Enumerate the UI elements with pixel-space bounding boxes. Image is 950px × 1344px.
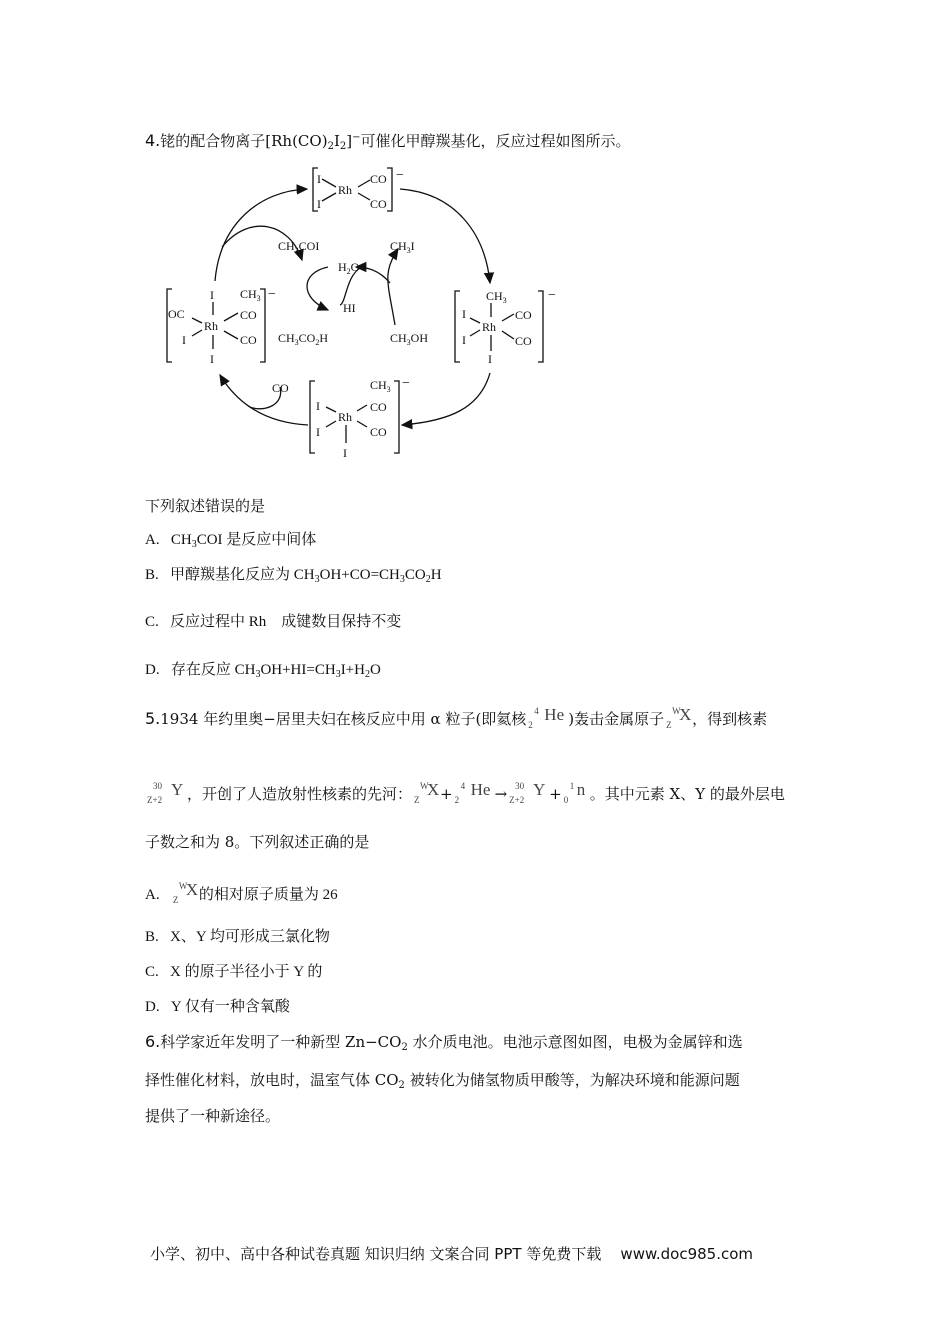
equation-plus: + [549, 785, 562, 803]
left-charge: − [268, 287, 276, 302]
option-label: D. [145, 662, 160, 678]
left-i-top: I [210, 288, 214, 302]
option-text: I+H [340, 662, 365, 678]
right-co-upper: CO [515, 308, 532, 322]
right-co-lower: CO [515, 334, 532, 348]
q6-line-1 [145, 1031, 743, 1059]
left-oc: OC [168, 307, 185, 321]
catalytic-cycle-diagram [160, 163, 600, 463]
footer-text: 小学、初中、高中各种试卷真题 知识归纳 文案合同 PPT 等免费下载 [150, 1245, 602, 1263]
q4-option-a[interactable] [145, 529, 316, 556]
left-co-upper: CO [240, 308, 257, 322]
option-text: 甲醇羰基化反应为 CH [170, 567, 315, 583]
option-text: X、Y 均可形成三氯化物 [170, 929, 330, 945]
left-co-lower: CO [240, 333, 257, 347]
q4-number: 4. [145, 131, 161, 150]
bottom-charge: − [402, 376, 410, 391]
option-text: 存在反应 CH [170, 662, 256, 678]
option-label: B. [145, 567, 159, 583]
equation-neutron: 1 0 n [563, 780, 586, 805]
option-text: OH+HI=CH [260, 662, 336, 678]
bottom-i-upper: I [316, 399, 320, 413]
option-text: CH [170, 532, 192, 548]
option-sub: 2 [364, 669, 370, 680]
option-text: OH+CO=CH [319, 567, 400, 583]
left-rh: Rh [204, 319, 219, 333]
q4-option-b[interactable] [145, 564, 442, 591]
q4-stem-text-c: ] [346, 132, 353, 150]
x-nuclide: W Z X [666, 705, 692, 730]
q5-option-c[interactable] [145, 961, 322, 983]
equation-plus: + [440, 785, 453, 803]
q4-sub: 2 [327, 141, 334, 152]
top-co-lower: CO [370, 197, 387, 211]
left-ch3: $CH_3$ [240, 287, 261, 303]
option-text: X 的原子半径小于 Y 的 [170, 964, 323, 980]
ch3i-label: $CH_3I$ [390, 239, 415, 255]
ch3coi-label: $CH_3COI$ [278, 239, 320, 255]
bottom-co-lower: CO [370, 425, 387, 439]
right-charge: − [548, 288, 556, 303]
y-nuclide: 30 Z+2 Y [147, 780, 184, 805]
q4-sub: 2 [339, 141, 347, 152]
option-sub: 3 [255, 669, 261, 680]
right-i-lower: I [462, 333, 466, 347]
ch3co2h-label: $CH_3CO_2H$ [278, 331, 329, 347]
q6-line-2 [145, 1069, 740, 1097]
q4-stem-text-d: 可催化甲醇羰基化，反应过程如图所示。 [360, 132, 631, 150]
option-text: O [369, 662, 381, 678]
q5-option-d[interactable] [145, 996, 290, 1018]
q4-option-d[interactable] [145, 659, 381, 686]
q4-option-c[interactable] [145, 611, 401, 633]
option-label: C. [145, 614, 159, 630]
option-sub: 3 [191, 539, 197, 550]
bottom-co-upper: CO [370, 400, 387, 414]
q5-text: 1934 年约里奥−居里夫妇在核反应中用 α 粒子(即氦核 [160, 710, 527, 728]
footer-url[interactable]: www.doc985.com [620, 1245, 753, 1263]
q6-sub: 2 [398, 1080, 405, 1091]
left-i-bottom: I [210, 352, 214, 366]
q5-text: 。其中元素 X、Y 的最外层电 [589, 785, 785, 803]
q4-stem-text-a: 铑的配合物离子[Rh(CO) [160, 132, 328, 150]
right-ch3: $CH_3$ [486, 289, 507, 305]
ch3oh-label: $CH_3OH$ [390, 331, 429, 347]
option-label: A. [145, 887, 160, 903]
option-sub: 3 [314, 574, 320, 585]
q4-stem [145, 127, 631, 158]
bottom-i-lower: I [316, 425, 320, 439]
q6-text: 科学家近年发明了一种新型 Zn−CO [160, 1033, 402, 1051]
helium-nuclide: 4 2 He [528, 705, 565, 730]
equation-arrow: → [494, 785, 508, 803]
q6-line-3: 提供了一种新途径。 [145, 1107, 281, 1125]
hi-label: HI [343, 301, 356, 315]
q5-option-a[interactable] [145, 875, 338, 906]
bottom-rh: Rh [338, 410, 353, 424]
q4-stem-text-b: I [333, 132, 340, 150]
q5-text: )轰击金属原子 [568, 710, 665, 728]
option-label: D. [145, 999, 160, 1015]
q6-text: 择性催化材料，放电时，温室气体 CO [145, 1071, 399, 1089]
q5-line-2 [145, 775, 785, 805]
q6-text: 水介质电池。电池示意图如图，电极为金属锌和选 [407, 1033, 743, 1051]
option-text: CO [404, 567, 426, 583]
right-rh: Rh [482, 320, 497, 334]
bottom-i-bottom: I [343, 446, 347, 460]
equation-x: W Z X [414, 780, 440, 805]
top-co-upper: CO [370, 172, 387, 186]
option-label: B. [145, 929, 159, 945]
option-text: H [430, 567, 442, 583]
option-sub: 3 [335, 669, 341, 680]
option-text: COI 是反应中间体 [196, 532, 317, 548]
top-i-upper: I [317, 172, 321, 186]
q5-text: ，得到核素 [692, 710, 768, 728]
bottom-ch3: $CH_3$ [370, 378, 391, 394]
option-text: 的相对原子质量为 26 [198, 887, 338, 903]
q6-sub: 2 [401, 1042, 408, 1053]
option-sub: 2 [425, 574, 431, 585]
left-i-mid: I [182, 333, 186, 347]
option-text: 反应过程中 Rh 成键数目保持不变 [170, 614, 402, 630]
option-x-nuclide: W Z X [172, 880, 199, 905]
option-sub: 3 [399, 574, 405, 585]
q5-option-b[interactable] [145, 926, 330, 948]
q4-prompt: 下列叙述错误的是 [145, 497, 266, 515]
q6-text: 被转化为储氢物质甲酸等，为解决环境和能源问题 [404, 1071, 740, 1089]
q5-line-1 [145, 700, 767, 730]
option-text: Y 仅有一种含氧酸 [170, 999, 290, 1015]
right-i-bottom: I [488, 352, 492, 366]
top-rh: Rh [338, 183, 353, 197]
right-i-upper: I [462, 307, 466, 321]
option-label: C. [145, 964, 159, 980]
q5-number: 5. [145, 709, 161, 728]
option-label: A. [145, 532, 160, 548]
top-charge: − [396, 168, 404, 183]
incoming-co: CO [272, 381, 289, 395]
h2o-label: $H_2O$ [338, 260, 360, 276]
q5-text: ，开创了人造放射性核素的先河： [187, 785, 413, 803]
q4-sup: − [352, 132, 361, 143]
q6-number: 6. [145, 1032, 161, 1051]
top-i-lower: I [317, 197, 321, 211]
q5-line-3: 子数之和为 8。下列叙述正确的是 [145, 833, 370, 851]
equation-he: 4 2 He [454, 780, 491, 805]
equation-y: 30 Z+2 Y [509, 780, 546, 805]
page-footer [150, 1243, 753, 1264]
